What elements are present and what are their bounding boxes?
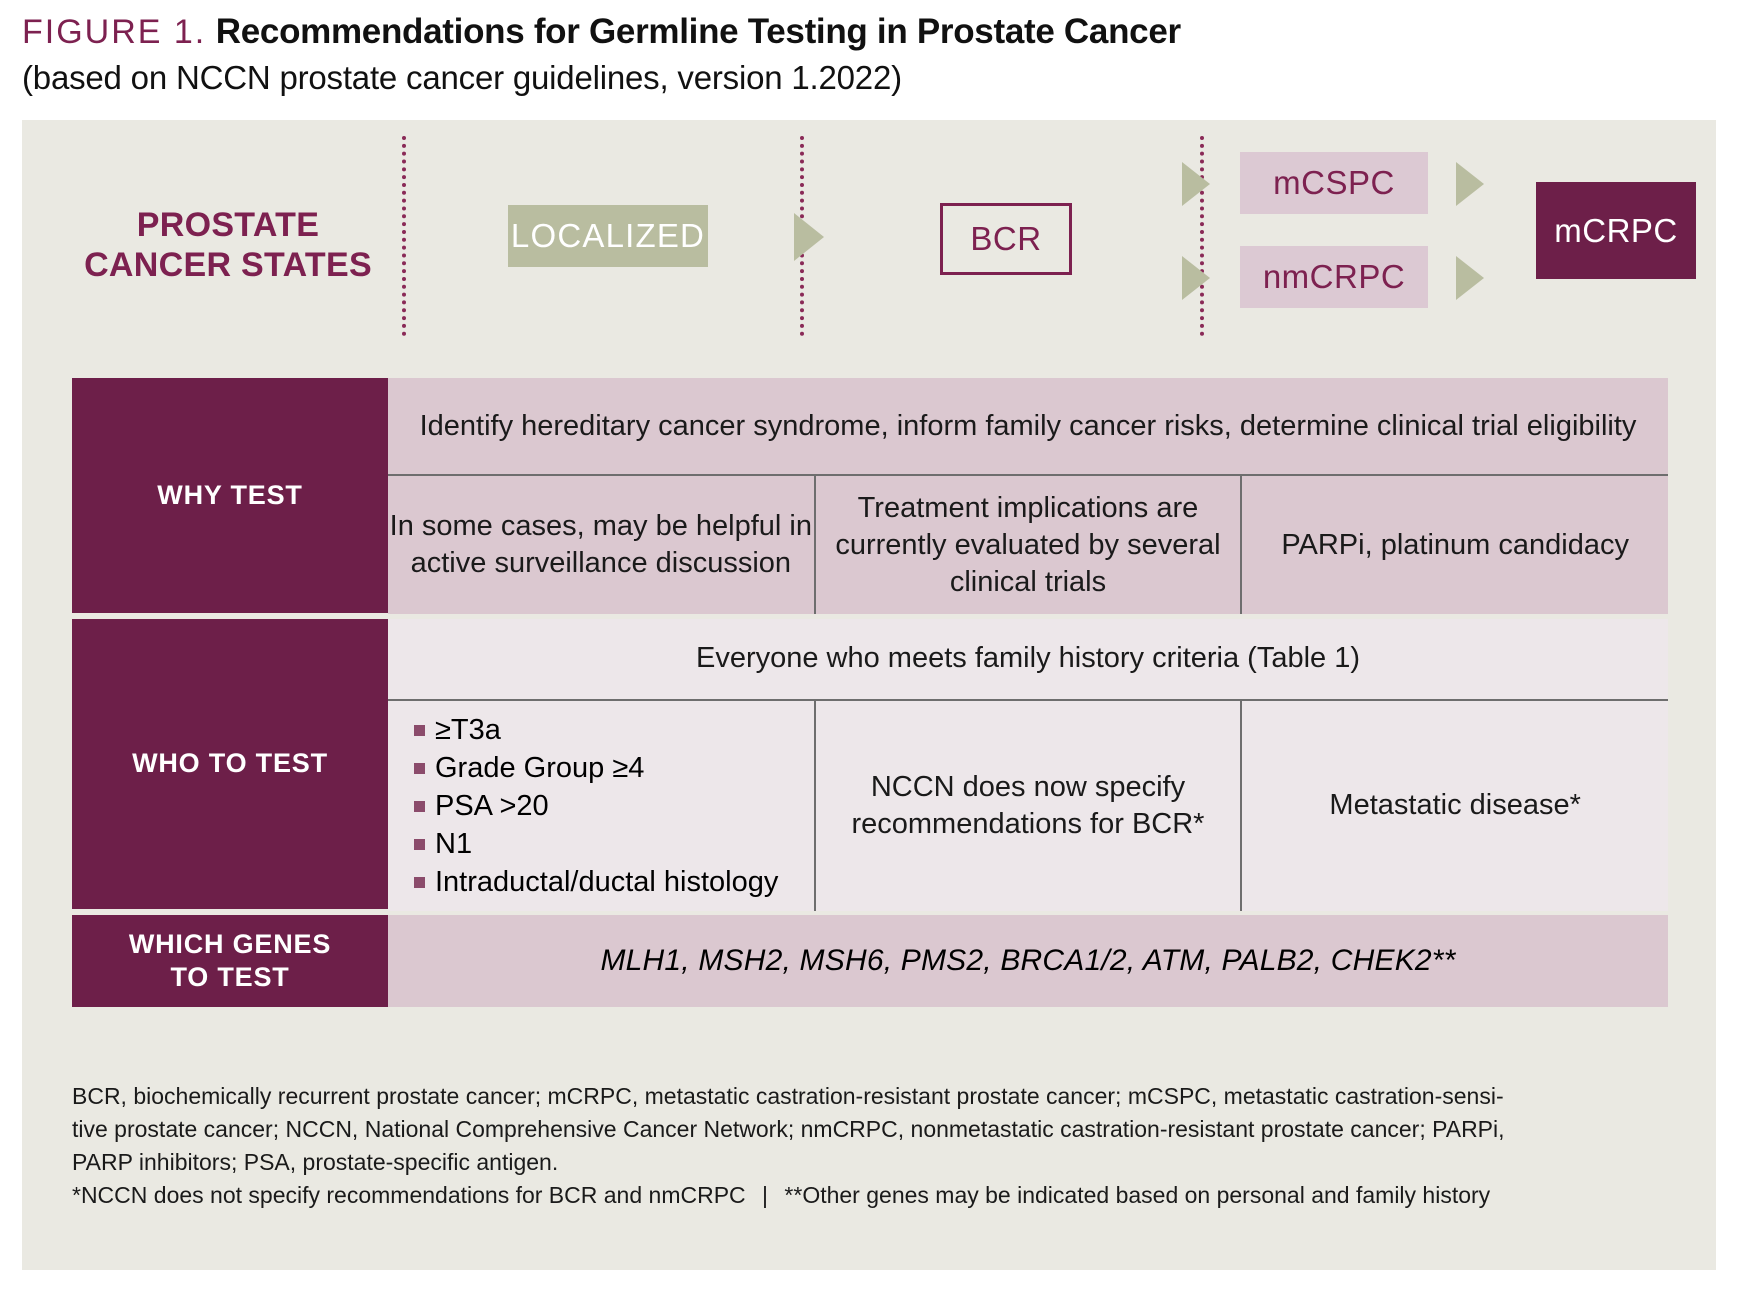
row-header-which-genes [72, 915, 388, 1007]
table-row-which-genes [72, 915, 1668, 1007]
who-to-test-cell-metastatic: Metastatic disease* [1241, 700, 1668, 911]
states-label-line2: CANCER STATES [84, 246, 372, 284]
why-test-cell-localized: In some cases, may be helpful in active surveillance discussion [388, 475, 815, 614]
arrow-nmcrpc-to-mcrpc-icon [1456, 256, 1484, 300]
why-test-cell-bcr: Treatment implications are currently evaluated by several clinical trials [815, 475, 1242, 614]
figure-panel [22, 120, 1716, 1270]
list-item-label: PSA >20 [435, 789, 549, 822]
cancer-states-diagram [22, 120, 1716, 375]
why-test-span-cell: Identify hereditary cancer syndrome, inform family cancer risks, determine clinical trial eligibility [388, 378, 1668, 475]
row-header-who-to-test: WHO TO TEST [72, 619, 388, 911]
arrow-mcspc-to-mcrpc-icon [1456, 162, 1484, 206]
row-header-which-genes-line2: TO TEST [170, 962, 290, 992]
bullet-square-icon [414, 725, 425, 736]
footnote-note-1: *NCCN does not specify recommendations for BCR and nmCRPC [72, 1182, 746, 1208]
bullet-square-icon [414, 801, 425, 812]
list-item-label: Intraductal/ductal histology [435, 865, 779, 898]
states-row-label [78, 205, 378, 285]
states-label-line1: PROSTATE [136, 206, 320, 244]
list-item [414, 711, 814, 749]
page-title: Recommendations for Germline Testing in Prostate Cancer [215, 12, 1181, 51]
table-row-who-to-test-span [72, 619, 1668, 700]
list-item-label: ≥T3a [435, 713, 501, 746]
list-item [414, 787, 814, 825]
list-item [414, 749, 814, 787]
footnote-line-3: PARP inhibitors; PSA, prostate-specific antigen. [72, 1149, 559, 1175]
list-item-label: N1 [435, 827, 473, 860]
arrow-to-nmcrpc-icon [1182, 256, 1210, 300]
recommendations-table [72, 378, 1668, 1007]
row-header-why-test: WHY TEST [72, 378, 388, 614]
figure-title-block [22, 10, 1722, 99]
bullet-square-icon [414, 839, 425, 850]
arrow-to-mcspc-icon [1182, 162, 1210, 206]
who-to-test-cell-bcr: NCCN does now specify recommendations for BCR* [815, 700, 1242, 911]
which-genes-cell: MLH1, MSH2, MSH6, PMS2, BRCA1/2, ATM, PALB2, CHEK2** [388, 915, 1668, 1007]
figure-footnotes [72, 1080, 1672, 1212]
list-item-label: Grade Group ≥4 [435, 751, 645, 784]
state-box-nmcrpc: nmCRPC [1240, 246, 1428, 308]
footnote-note-2: **Other genes may be indicated based on personal and family history [784, 1182, 1491, 1208]
state-box-localized: LOCALIZED [508, 205, 708, 267]
state-box-bcr: BCR [940, 203, 1072, 275]
figure-subtitle: (based on NCCN prostate cancer guidelines, version 1.2022) [22, 59, 902, 96]
who-to-test-cell-localized [388, 700, 815, 911]
bullet-square-icon [414, 877, 425, 888]
dotted-divider-1 [402, 136, 406, 336]
list-item [414, 825, 814, 863]
table-row-why-test-span [72, 378, 1668, 475]
state-box-mcspc: mCSPC [1240, 152, 1428, 214]
who-to-test-bullet-list [388, 701, 814, 911]
arrow-localized-to-bcr-icon [794, 213, 824, 261]
footnote-line-1: BCR, biochemically recurrent prostate cancer; mCRPC, metastatic castration-resistant prostate cancer; mCSPC, metastatic castration-sensi- [72, 1083, 1504, 1109]
figure-number-label: FIGURE 1. [22, 13, 207, 51]
footnote-notes-line [72, 1179, 1672, 1212]
why-test-cell-metastatic: PARPi, platinum candidacy [1241, 475, 1668, 614]
footnote-separator: | [762, 1182, 769, 1208]
footnote-line-2: tive prostate cancer; NCCN, National Comprehensive Cancer Network; nmCRPC, nonmetastatic castration-resistant prostate cancer; PARPi, [72, 1116, 1505, 1142]
list-item [414, 863, 814, 901]
bullet-square-icon [414, 763, 425, 774]
who-to-test-span-cell: Everyone who meets family history criteria (Table 1) [388, 619, 1668, 700]
title-line-1 [22, 10, 1722, 54]
row-header-which-genes-line1: WHICH GENES [128, 929, 332, 959]
state-box-mcrpc: mCRPC [1536, 182, 1696, 279]
